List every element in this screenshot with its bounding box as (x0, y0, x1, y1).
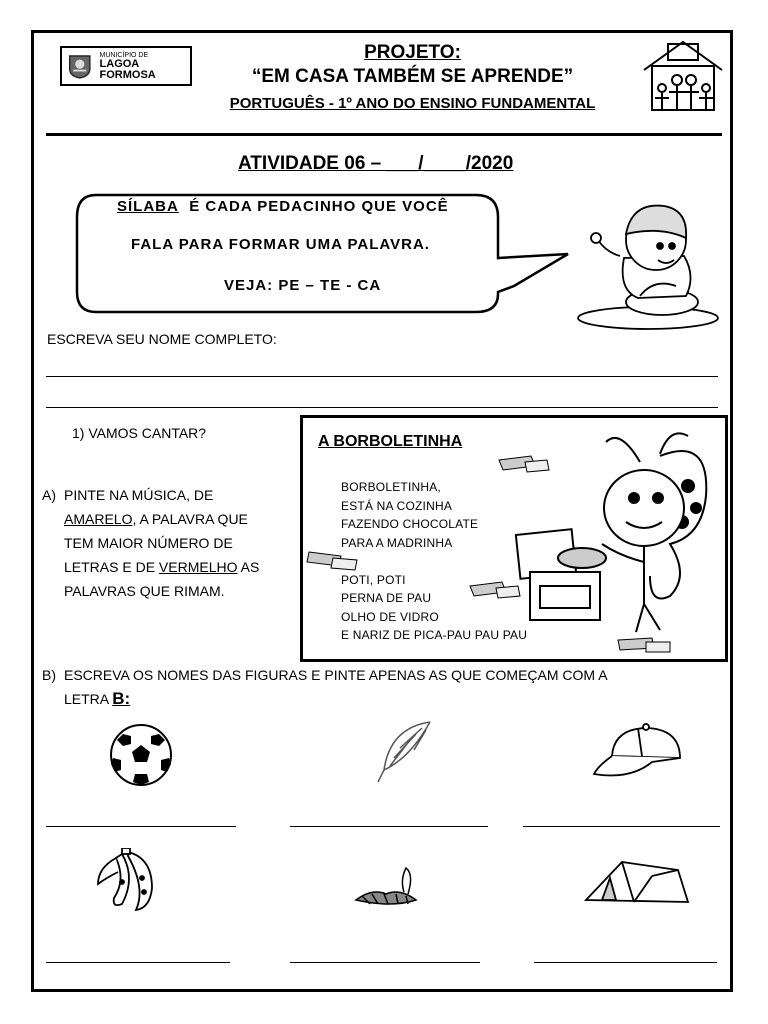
child-character-drawing (576, 196, 722, 332)
feather-icon (370, 718, 436, 786)
song-line: OLHO DE VIDRO (341, 610, 439, 624)
nest-icon (352, 864, 420, 908)
question-a-line2-rest: , A PALAVRA QUE (132, 511, 248, 527)
answer-line-tent[interactable] (534, 962, 717, 963)
project-title: “EM CASA TAMBÉM SE APRENDE” (251, 66, 574, 87)
chocolate-bar-icon (305, 548, 361, 572)
question-a-line4-end: AS (237, 559, 260, 575)
butterfly-cooking-drawing (510, 426, 716, 652)
cap-icon (590, 722, 688, 784)
logo-line2: LAGOA FORMOSA (99, 57, 156, 81)
question-1: 1) VAMOS CANTAR? (72, 425, 207, 441)
syllable-definition-line2: FALA PARA FORMAR UMA PALAVRA. (131, 236, 430, 253)
syllable-example: VEJA: PE – TE - CA (224, 277, 382, 294)
header-divider (46, 133, 722, 136)
syllable-definition-line1 (117, 198, 449, 215)
question-a-line4 (64, 555, 259, 579)
song-line: E NARIZ DE PICA-PAU PAU PAU (341, 628, 528, 642)
house-family-icon (640, 36, 726, 116)
question-b-prefix: B) (42, 667, 56, 683)
answer-line-cap[interactable] (523, 826, 720, 827)
question-b-line2 (64, 687, 608, 711)
question-a-line5: PALAVRAS QUE RIMAM. (64, 583, 225, 599)
bananas-icon (92, 848, 160, 914)
syllable-definition-rest: É CADA PEDACINHO QUE VOCÊ (189, 198, 449, 215)
song-line: POTI, POTI (341, 573, 406, 587)
activity-title: ATIVIDADE 06 – ___/____/2020 (238, 153, 514, 174)
answer-line-feather[interactable] (290, 826, 488, 827)
question-a-prefix: A) (42, 487, 56, 503)
logo-line1: MUNICÍPIO DE (99, 51, 149, 59)
question-b-line1: ESCREVA OS NOMES DAS FIGURAS E PINTE APENAS AS QUE COMEÇAM COM A (64, 667, 608, 683)
question-a-line4-start: LETRAS E DE (64, 559, 159, 575)
song-line: BORBOLETINHA, (341, 480, 441, 494)
word-amarelo: AMARELO (64, 511, 133, 527)
answer-line-nest[interactable] (290, 962, 480, 963)
soccer-ball-icon (109, 724, 173, 786)
answer-line-soccer-ball[interactable] (46, 826, 236, 827)
question-a-line2 (64, 507, 259, 531)
question-b-line2-text: LETRA (64, 691, 113, 707)
project-label: PROJETO: (364, 42, 461, 63)
subject-line (150, 95, 675, 112)
question-b (42, 663, 722, 711)
answer-line-bananas[interactable] (46, 962, 230, 963)
question-a-line3: TEM MAIOR NÚMERO DE (64, 535, 233, 551)
song-line: ESTÁ NA COZINHA (341, 499, 453, 513)
tent-icon (582, 852, 692, 908)
letter-b: B: (112, 689, 131, 708)
name-prompt: ESCREVA SEU NOME COMPLETO: (47, 331, 277, 347)
song-line: FAZENDO CHOCOLATE (341, 517, 479, 531)
song-line: PERNA DE PAU (341, 591, 432, 605)
syllable-word: SÍLABA (117, 198, 179, 215)
word-vermelho: VERMELHO (158, 559, 238, 575)
subject-text: PORTUGUÊS - 1º ANO DO ENSINO FUNDAMENTAL (229, 95, 596, 112)
song-title: A BORBOLETINHA (318, 433, 463, 450)
name-line-1[interactable] (46, 376, 718, 377)
municipal-seal-icon (66, 51, 94, 81)
name-line-2[interactable] (46, 407, 718, 408)
song-line: PARA A MADRINHA (341, 536, 453, 550)
question-a-line1: PINTE NA MÚSICA, DE (64, 487, 214, 503)
question-a (42, 483, 259, 603)
